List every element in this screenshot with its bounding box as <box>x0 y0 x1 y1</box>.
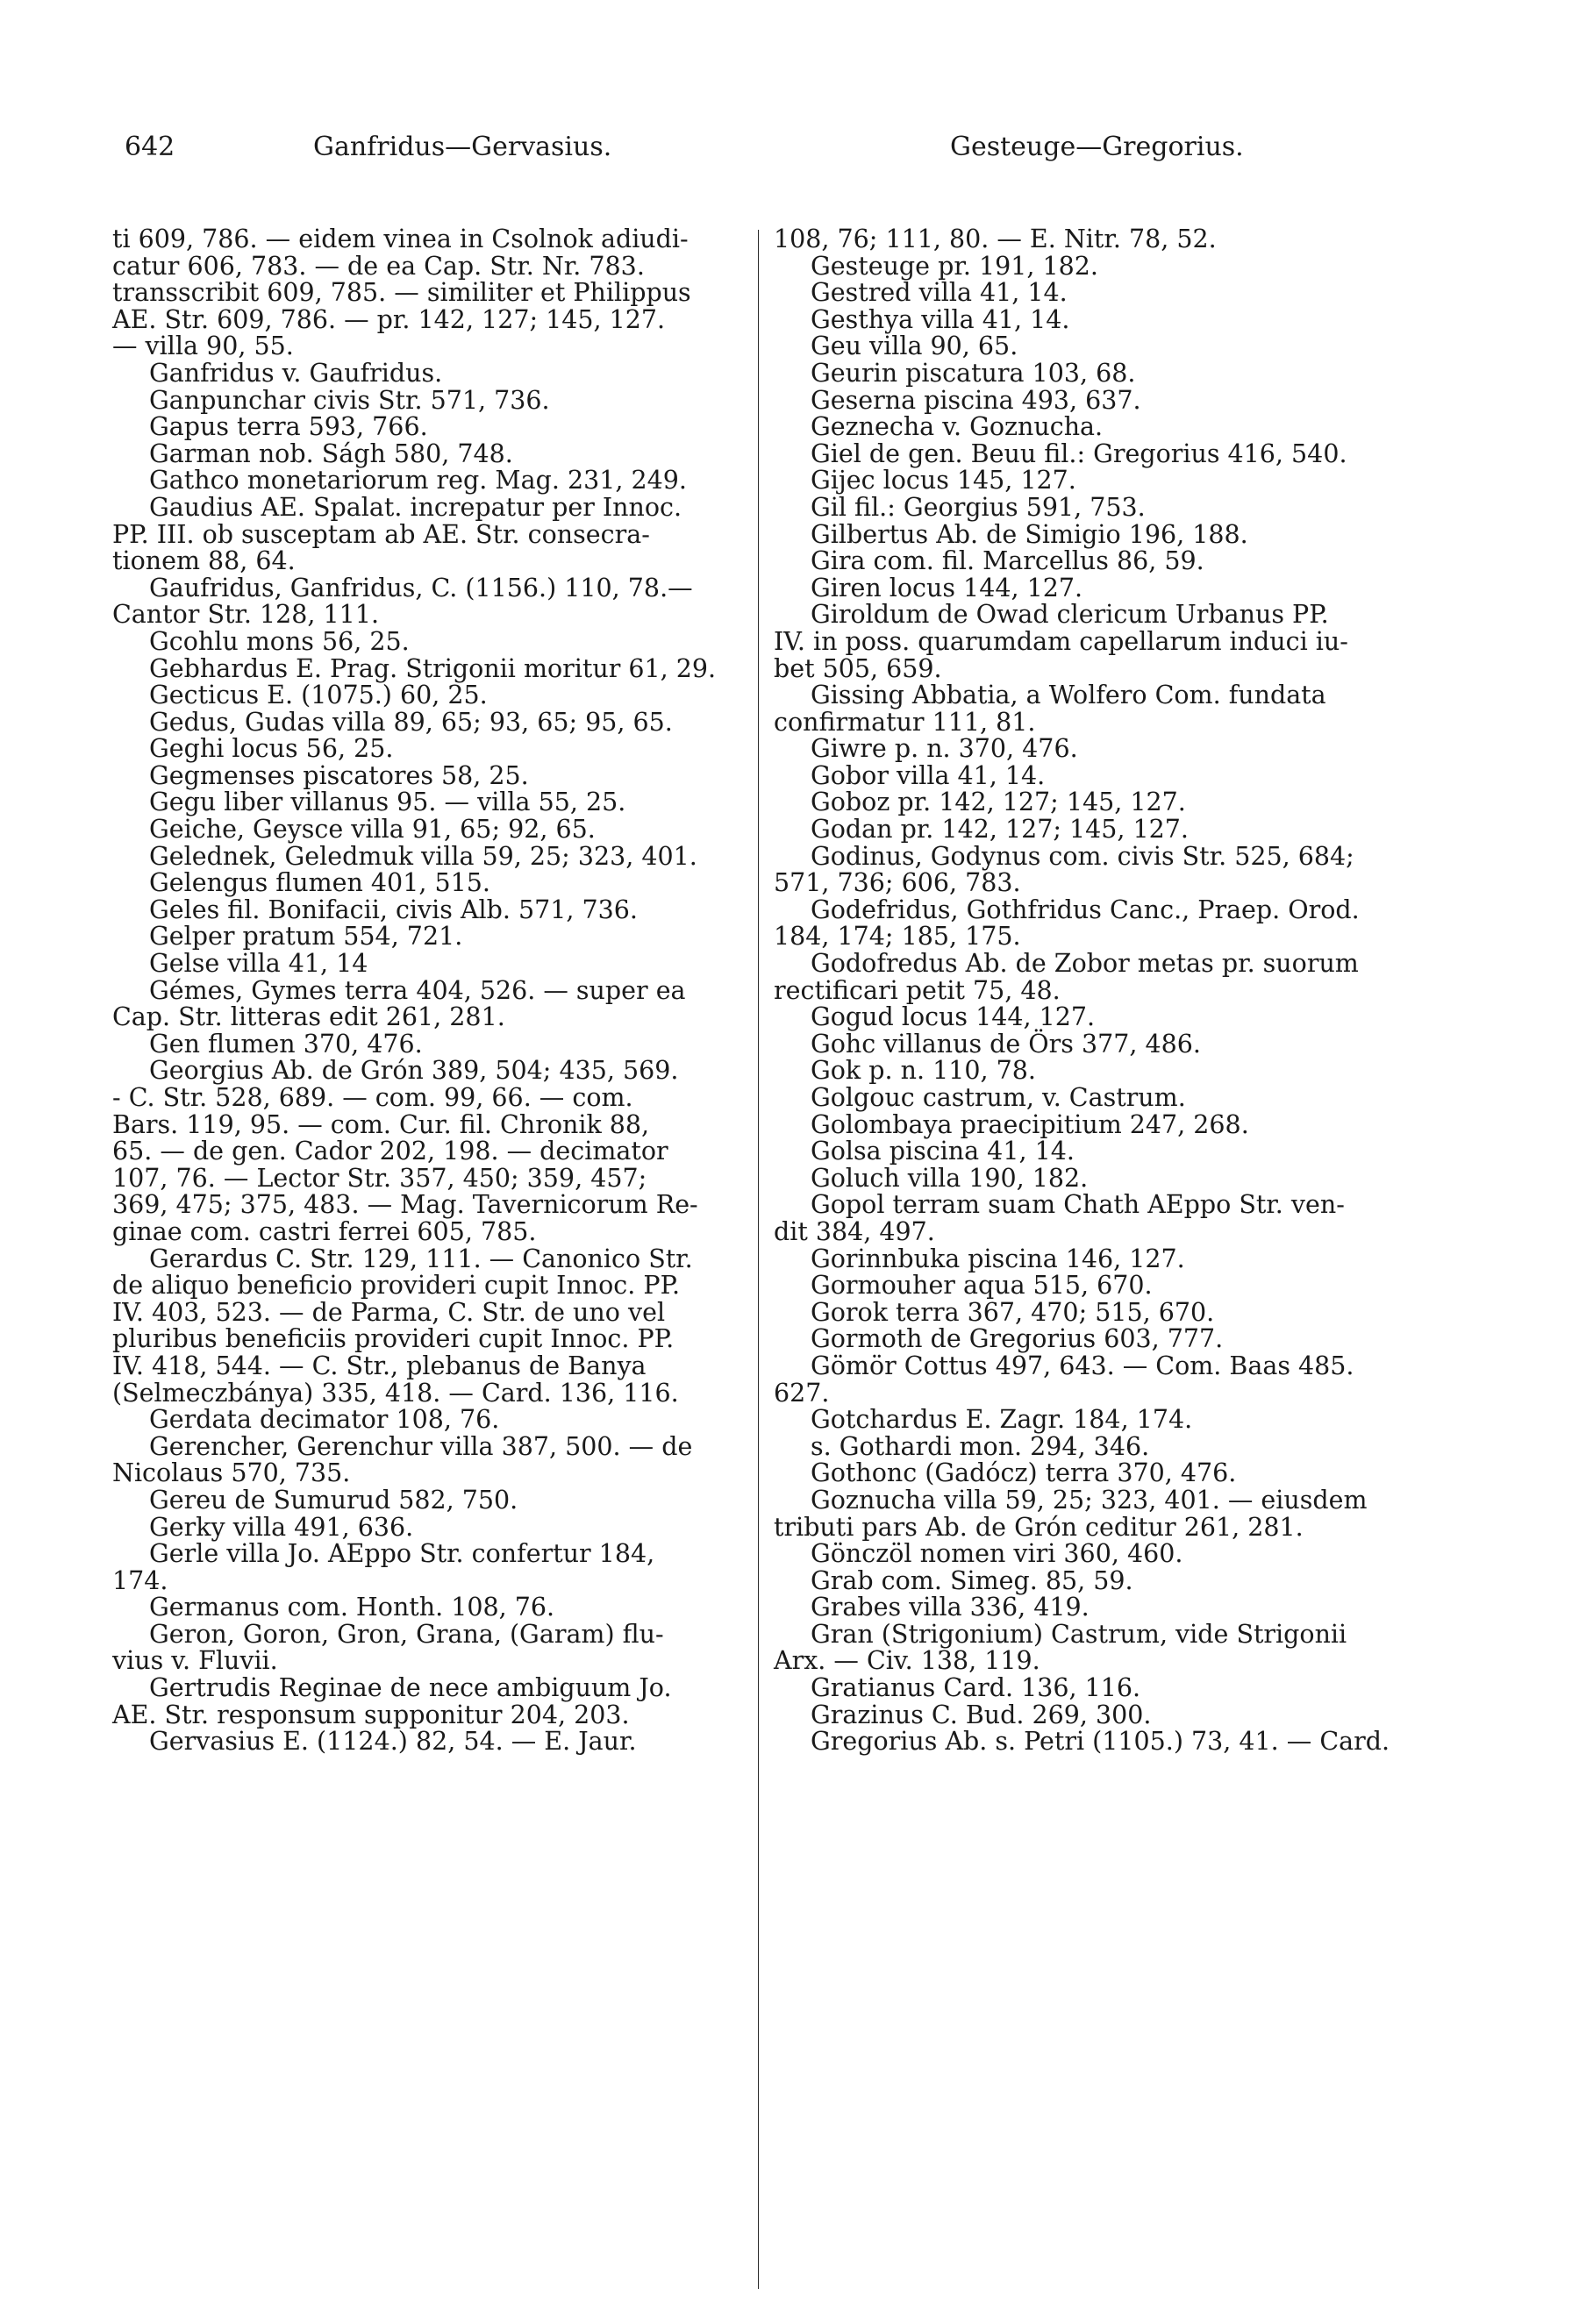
index-continuation-line: catur 606, 783. — de ea Cap. Str. Nr. 783. <box>112 251 645 281</box>
index-entry-line: Gönczöl nomen viri 360, 460. <box>811 1539 1183 1569</box>
index-entry-line: Giren locus 144, 127. <box>811 573 1083 602</box>
index-entry-line: Ganfridus v. Gaufridus. <box>149 358 443 388</box>
index-entry-line: Geznecha v. Goznucha. <box>811 412 1104 442</box>
column-divider <box>758 230 759 2289</box>
index-entry-line: Gebhardus E. Prag. Strigonii moritur 61, 29. <box>149 653 717 683</box>
index-entry-line: Gelper pratum 554, 721. <box>149 922 463 952</box>
index-entry-line: Geurin piscatura 103, 68. <box>811 358 1136 388</box>
index-continuation-line: Arx. — Civ. 138, 119. <box>774 1646 1040 1676</box>
index-entry-line: Gömör Cottus 497, 643. — Com. Baas 485. <box>811 1351 1354 1380</box>
index-entry-line: Geron, Goron, Gron, Grana, (Garam) flu- <box>149 1619 664 1649</box>
index-continuation-line: pluribus beneficiis provideri cupit Innoc. PP. <box>112 1324 675 1354</box>
index-continuation-line: Cap. Str. litteras edit 261, 281. <box>112 1002 505 1032</box>
index-entry-line: Garman nob. Ságh 580, 748. <box>149 438 513 468</box>
right-running-title: Gesteuge—Gregorius. <box>950 132 1244 162</box>
index-entry-line: Grazinus C. Bud. 269, 300. <box>811 1700 1152 1729</box>
index-continuation-line: 184, 174; 185, 175. <box>774 922 1021 952</box>
index-entry-line: Gesthya villa 41, 14. <box>811 304 1070 334</box>
index-continuation-line: 65. — de gen. Cador 202, 198. — decimator <box>112 1137 668 1166</box>
index-entry-line: Gorinnbuka piscina 146, 127. <box>811 1244 1185 1273</box>
index-continuation-line: transscribit 609, 785. — similiter et Philippus <box>112 278 691 308</box>
index-continuation-line: 369, 475; 375, 483. — Mag. Tavernicorum Re- <box>112 1190 698 1220</box>
index-entry-line: Gesteuge pr. 191, 182. <box>811 251 1098 281</box>
index-entry-line: Gathco monetariorum reg. Mag. 231, 249. <box>149 466 687 495</box>
index-entry-line: Grab com. Simeg. 85, 59. <box>811 1565 1133 1595</box>
index-entry-line: Golgouc castrum, v. Castrum. <box>811 1083 1186 1112</box>
index-continuation-line: (Selmeczbánya) 335, 418. — Card. 136, 116. <box>112 1378 679 1408</box>
index-entry-line: Gerardus C. Str. 129, 111. — Canonico Str. <box>149 1244 693 1273</box>
index-continuation-line: 107, 76. — Lector Str. 357, 450; 359, 457; <box>112 1163 647 1193</box>
index-entry-line: Gissing Abbatia, a Wolfero Com. fundata <box>811 681 1326 710</box>
index-continuation-line: PP. III. ob susceptam ab AE. Str. consecra- <box>112 519 650 549</box>
left-running-title: Ganfridus—Gervasius. <box>313 132 612 162</box>
index-entry-line: Gran (Strigonium) Castrum, vide Strigonii <box>811 1619 1347 1649</box>
index-continuation-line: tionem 88, 64. <box>112 546 296 576</box>
index-entry-line: Golombaya praecipitium 247, 268. <box>811 1109 1249 1139</box>
index-entry-line: Gratianus Card. 136, 116. <box>811 1673 1141 1703</box>
index-continuation-line: Bars. 119, 95. — com. Cur. fil. Chronik 88, <box>112 1109 650 1139</box>
index-entry-line: Giroldum de Owad clericum Urbanus PP. <box>811 600 1329 630</box>
index-entry-line: Georgius Ab. de Grón 389, 504; 435, 569. <box>149 1056 679 1086</box>
index-entry-line: Geiche, Geysce villa 91, 65; 92, 65. <box>149 815 596 845</box>
index-entry-line: Gereu de Sumurud 582, 750. <box>149 1485 518 1515</box>
index-continuation-line: dit 384, 497. <box>774 1216 935 1246</box>
index-entry-line: Gaudius AE. Spalat. increpatur per Innoc. <box>149 492 682 522</box>
index-entry-line: Gerencher, Gerenchur villa 387, 500. — de <box>149 1431 693 1461</box>
index-entry-line: Giwre p. n. 370, 476. <box>811 734 1078 764</box>
index-continuation-line: rectificari petit 75, 48. <box>774 975 1061 1005</box>
index-entry-line: Gok p. n. 110, 78. <box>811 1056 1036 1086</box>
index-continuation-line: bet 505, 659. <box>774 653 942 683</box>
index-entry-line: Ganpunchar civis Str. 571, 736. <box>149 385 550 415</box>
index-entry-line: Gaufridus, Ganfridus, C. (1156.) 110, 78.— <box>149 573 693 602</box>
index-continuation-line: 571, 736; 606, 783. <box>774 868 1021 898</box>
index-entry-line: Goluch villa 190, 182. <box>811 1163 1089 1193</box>
index-continuation-line: tributi pars Ab. de Grón ceditur 261, 281. <box>774 1512 1304 1542</box>
index-continuation-line: 174. <box>112 1565 168 1595</box>
left-index-column <box>112 226 763 1756</box>
index-entry-line: Gormoth de Gregorius 603, 777. <box>811 1324 1224 1354</box>
index-continuation-line: vius v. Fluvii. <box>112 1646 278 1676</box>
index-continuation-line: IV. 403, 523. — de Parma, C. Str. de uno vel <box>112 1297 666 1327</box>
index-entry-line: Gormouher aqua 515, 670. <box>811 1271 1153 1301</box>
index-continuation-line: — villa 90, 55. <box>112 331 294 361</box>
index-entry-line: Gothonc (Gadócz) terra 370, 476. <box>811 1458 1237 1488</box>
index-entry-line: Gilbertus Ab. de Simigio 196, 188. <box>811 519 1248 549</box>
index-entry-line: Gapus terra 593, 766. <box>149 412 428 442</box>
index-entry-line: Geserna piscina 493, 637. <box>811 385 1141 415</box>
index-entry-line: Gohc villanus de Örs 377, 486. <box>811 1029 1201 1059</box>
right-index-column <box>774 226 1475 1756</box>
index-entry-line: Gil fil.: Georgius 591, 753. <box>811 492 1146 522</box>
index-entry-line: Godofredus Ab. de Zobor metas pr. suorum <box>811 949 1359 979</box>
index-entry-line: Gémes, Gymes terra 404, 526. — super ea <box>149 975 686 1005</box>
index-continuation-line: 108, 76; 111, 80. — E. Nitr. 78, 52. <box>774 225 1217 253</box>
index-entry-line: Golsa piscina 41, 14. <box>811 1137 1075 1166</box>
index-entry-line: Gobor villa 41, 14. <box>811 760 1046 790</box>
index-entry-line: Goboz pr. 142, 127; 145, 127. <box>811 788 1186 817</box>
index-entry-line: Gervasius E. (1124.) 82, 54. — E. Jaur. <box>149 1727 637 1757</box>
index-continuation-line: IV. in poss. quarumdam capellarum induci iu- <box>774 626 1348 656</box>
index-continuation-line: ginae com. castri ferrei 605, 785. <box>112 1216 537 1246</box>
index-continuation-line: de aliquo beneficio provideri cupit Innoc. PP. <box>112 1271 681 1301</box>
index-entry-line: Gertrudis Reginae de nece ambiguum Jo. <box>149 1673 672 1703</box>
index-entry-line: Gotchardus E. Zagr. 184, 174. <box>811 1405 1193 1435</box>
index-entry-line: Godefridus, Gothfridus Canc., Praep. Orod. <box>811 895 1360 924</box>
index-entry-line: Gestred villa 41, 14. <box>811 278 1068 308</box>
index-continuation-line: Cantor Str. 128, 111. <box>112 600 380 630</box>
index-entry-line: Gregorius Ab. s. Petri (1105.) 73, 41. — Card. <box>811 1727 1390 1757</box>
index-entry-line: Gelednek, Geledmuk villa 59, 25; 323, 401. <box>149 841 697 871</box>
index-entry-line: Gorok terra 367, 470; 515, 670. <box>811 1297 1215 1327</box>
index-entry-line: Giel de gen. Beuu fil.: Gregorius 416, 540. <box>811 438 1347 468</box>
index-entry-line: Gerle villa Jo. AEppo Str. confertur 184, <box>149 1539 655 1569</box>
index-entry-line: Geles fil. Bonifacii, civis Alb. 571, 736. <box>149 895 638 924</box>
index-continuation-line: Nicolaus 570, 735. <box>112 1458 351 1488</box>
index-entry-line: Godinus, Godynus com. civis Str. 525, 684; <box>811 841 1354 871</box>
index-entry-line: Gira com. fil. Marcellus 86, 59. <box>811 546 1204 576</box>
index-entry-line: s. Gothardi mon. 294, 346. <box>811 1431 1150 1461</box>
index-continuation-line: AE. Str. 609, 786. — pr. 142, 127; 145, 127. <box>112 304 666 334</box>
index-entry-line: Gen flumen 370, 476. <box>149 1029 423 1059</box>
index-entry-line: Gerdata decimator 108, 76. <box>149 1405 500 1435</box>
running-header <box>0 132 1579 175</box>
index-continuation-line: AE. Str. responsum supponitur 204, 203. <box>112 1700 630 1729</box>
index-entry-line: Gecticus E. (1075.) 60, 25. <box>149 681 488 710</box>
page-number: 642 <box>125 132 175 162</box>
index-entry-line: Gogud locus 144, 127. <box>811 1002 1096 1032</box>
index-entry-line: Gopol terram suam Chath AEppo Str. ven- <box>811 1190 1345 1220</box>
index-entry-line: Godan pr. 142, 127; 145, 127. <box>811 815 1189 845</box>
index-continuation-line: IV. 418, 544. — C. Str., plebanus de Banya <box>112 1351 647 1380</box>
index-entry-line: Germanus com. Honth. 108, 76. <box>149 1593 555 1622</box>
index-entry-line: Goznucha villa 59, 25; 323, 401. — eiusdem <box>811 1485 1368 1515</box>
index-entry-line: Gcohlu mons 56, 25. <box>149 626 410 656</box>
index-entry-line: Gedus, Gudas villa 89, 65; 93, 65; 95, 65. <box>149 707 673 737</box>
index-continuation-line: - C. Str. 528, 689. — com. 99, 66. — com. <box>112 1083 633 1112</box>
index-entry-line: Gerky villa 491, 636. <box>149 1512 414 1542</box>
index-continuation-line: 627. <box>774 1378 830 1408</box>
index-entry-line: Grabes villa 336, 419. <box>811 1593 1090 1622</box>
index-entry-line: Gelse villa 41, 14 <box>149 949 368 979</box>
index-continuation-line: confirmatur 111, 81. <box>774 707 1036 737</box>
index-entry-line: Gegmenses piscatores 58, 25. <box>149 760 529 790</box>
index-entry-line: Geu villa 90, 65. <box>811 331 1018 361</box>
index-entry-line: Geghi locus 56, 25. <box>149 734 394 764</box>
index-entry-line: Gijec locus 145, 127. <box>811 466 1076 495</box>
index-continuation-line: ti 609, 786. — eidem vinea in Csolnok adiudi- <box>112 225 689 253</box>
index-entry-line: Gegu liber villanus 95. — villa 55, 25. <box>149 788 626 817</box>
index-entry-line: Gelengus flumen 401, 515. <box>149 868 490 898</box>
